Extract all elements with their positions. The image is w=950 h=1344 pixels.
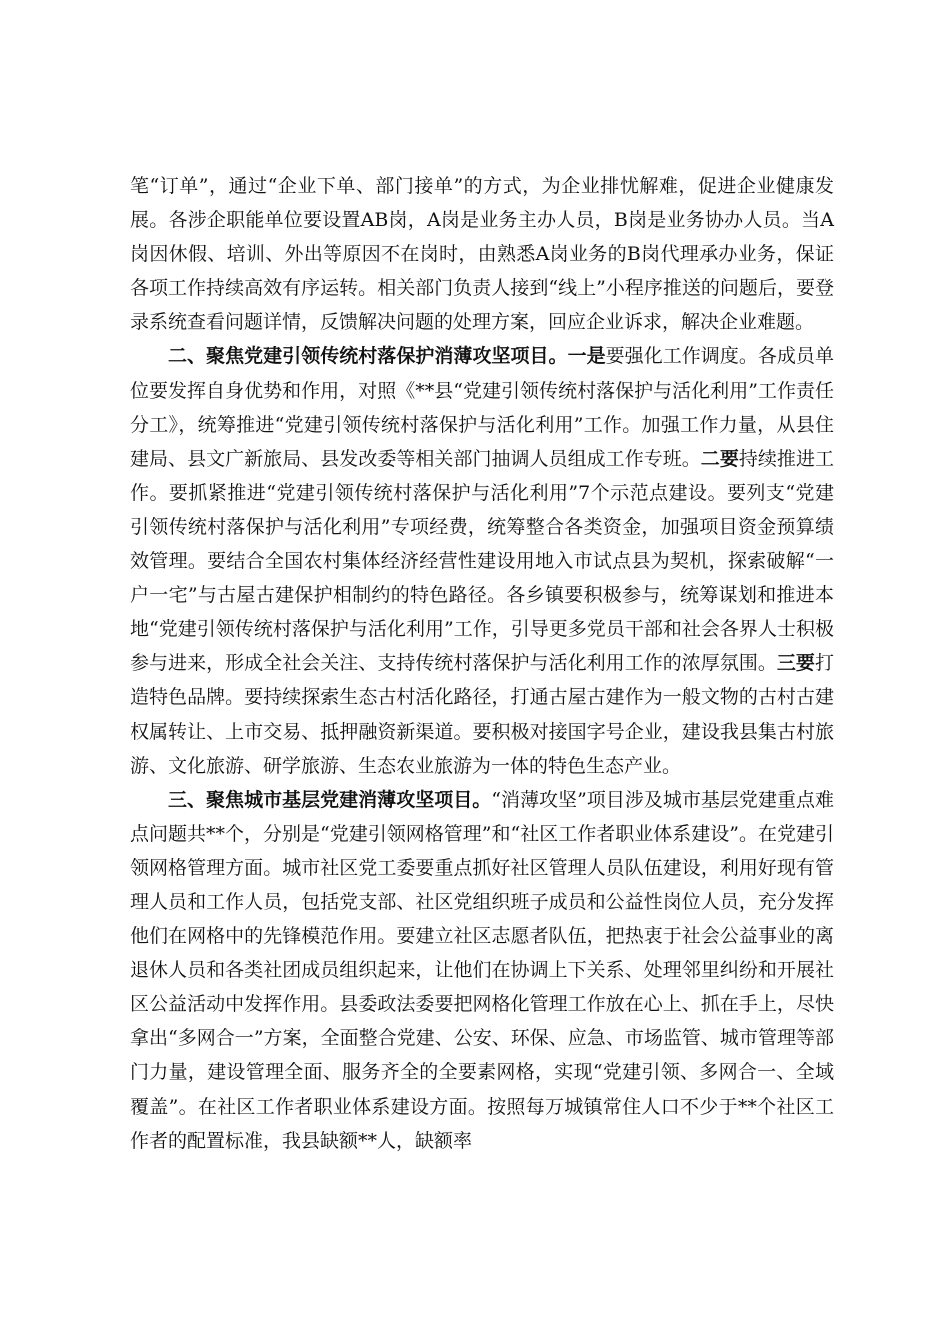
paragraph-section-2 [130,339,834,782]
paragraph-continuation: 笔“订单”，通过“企业下单、部门接单”的方式，为企业排忧解难，促进企业健康发展。各涉企职能单位要设置AB岗，A岗是业务主办人员，B岗是业务协办人员。当A岗因休假、培训、外出等原因不在岗时，由熟悉A岗业务的B岗代理承办业务，保证各项工作持续高效有序运转。相关部门负责人接到“线上”小程序推送的问题后，要登录系统查看问题详情，反馈解决问题的处理方案，回应企业诉求，解决企业难题。 [130,175,834,334]
section-2-point-2-text: 持续推进工作。要抓紧推进“党建引领传统村落保护与活化利用”7个示范点建设。要列支“党建引领传统村落保护与活化利用”专项经费，统筹整合各类资金，加强项目资金预算绩效管理。要结合全国农村集体经济经营性建设用地入市试点县为契机，探索破解“一户一宅”与古屋古建保护相制约的特色路径。各乡镇要积极参与，统筹谋划和推进本地“党建引领传统村落保护与活化利用”工作，引导更多党员干部和社会各界人士积极参与进来，形成全社会关注、支持传统村落保护与活化利用工作的浓厚氛围。 [130,447,834,675]
document-page [130,169,834,1158]
section-3-text: “消薄攻坚”项目涉及城市基层党建重点难点问题共**个，分别是“党建引领网格管理”和“社区工作者职业体系建设”。在党建引领网格管理方面。城市社区党工委要重点抓好社区管理人员队伍建设，利用好现有管理人员和工作人员，包括党支部、社区党组织班子成员和公益性岗位人员，充分发挥他们在网格中的先锋模范作用。要建立社区志愿者队伍，把热衷于社会公益事业的离退休人员和各类社团成员组织起来，让他们在协调上下关系、处理邻里纠纷和开展社区公益活动中发挥作用。县委政法委要把网格化管理工作放在心上、抓在手上，尽快拿出“多网合一”方案，全面整合党建、公安、环保、应急、市场监管、城市管理等部门力量，建设管理全面、服务齐全的全要素网格，实现“党建引领、多网合一、全域覆盖”。在社区工作者职业体系建设方面。按照每万城镇常住人口不少于**个社区工作者的配置标准，我县缺额**人，缺额率 [130,788,834,1152]
section-3-heading: 三、聚焦城市基层党建消薄攻坚项目。 [168,788,492,811]
section-2-point-3-text: 打造特色品牌。要持续探索生态古村活化路径，打通古屋古建作为一般文物的古村古建权属转让、上市交易、抵押融资新渠道。要积极对接国字号企业，建设我县集古村旅游、文化旅游、研学旅游、生态农业旅游为一体的特色生态产业。 [130,652,834,777]
section-2-point-2-label: 二要 [700,447,739,470]
section-2-point-1-text: 要强化工作调度。各成员单位要发挥自身优势和作用，对照《**县“党建引领传统村落保护与活化利用”工作责任分工》，统筹推进“党建引领传统村落保护与活化利用”工作。加强工作力量，从县住建局、县文广新旅局、县发改委等相关部门抽调人员组成工作专班。 [130,345,834,470]
paragraph-section-3 [130,783,834,1158]
section-2-point-3-label: 三要 [776,652,815,675]
section-2-heading: 二、聚焦党建引领传统村落保护消薄攻坚项目。 [168,345,568,368]
section-2-point-1-label: 一是 [567,345,606,368]
